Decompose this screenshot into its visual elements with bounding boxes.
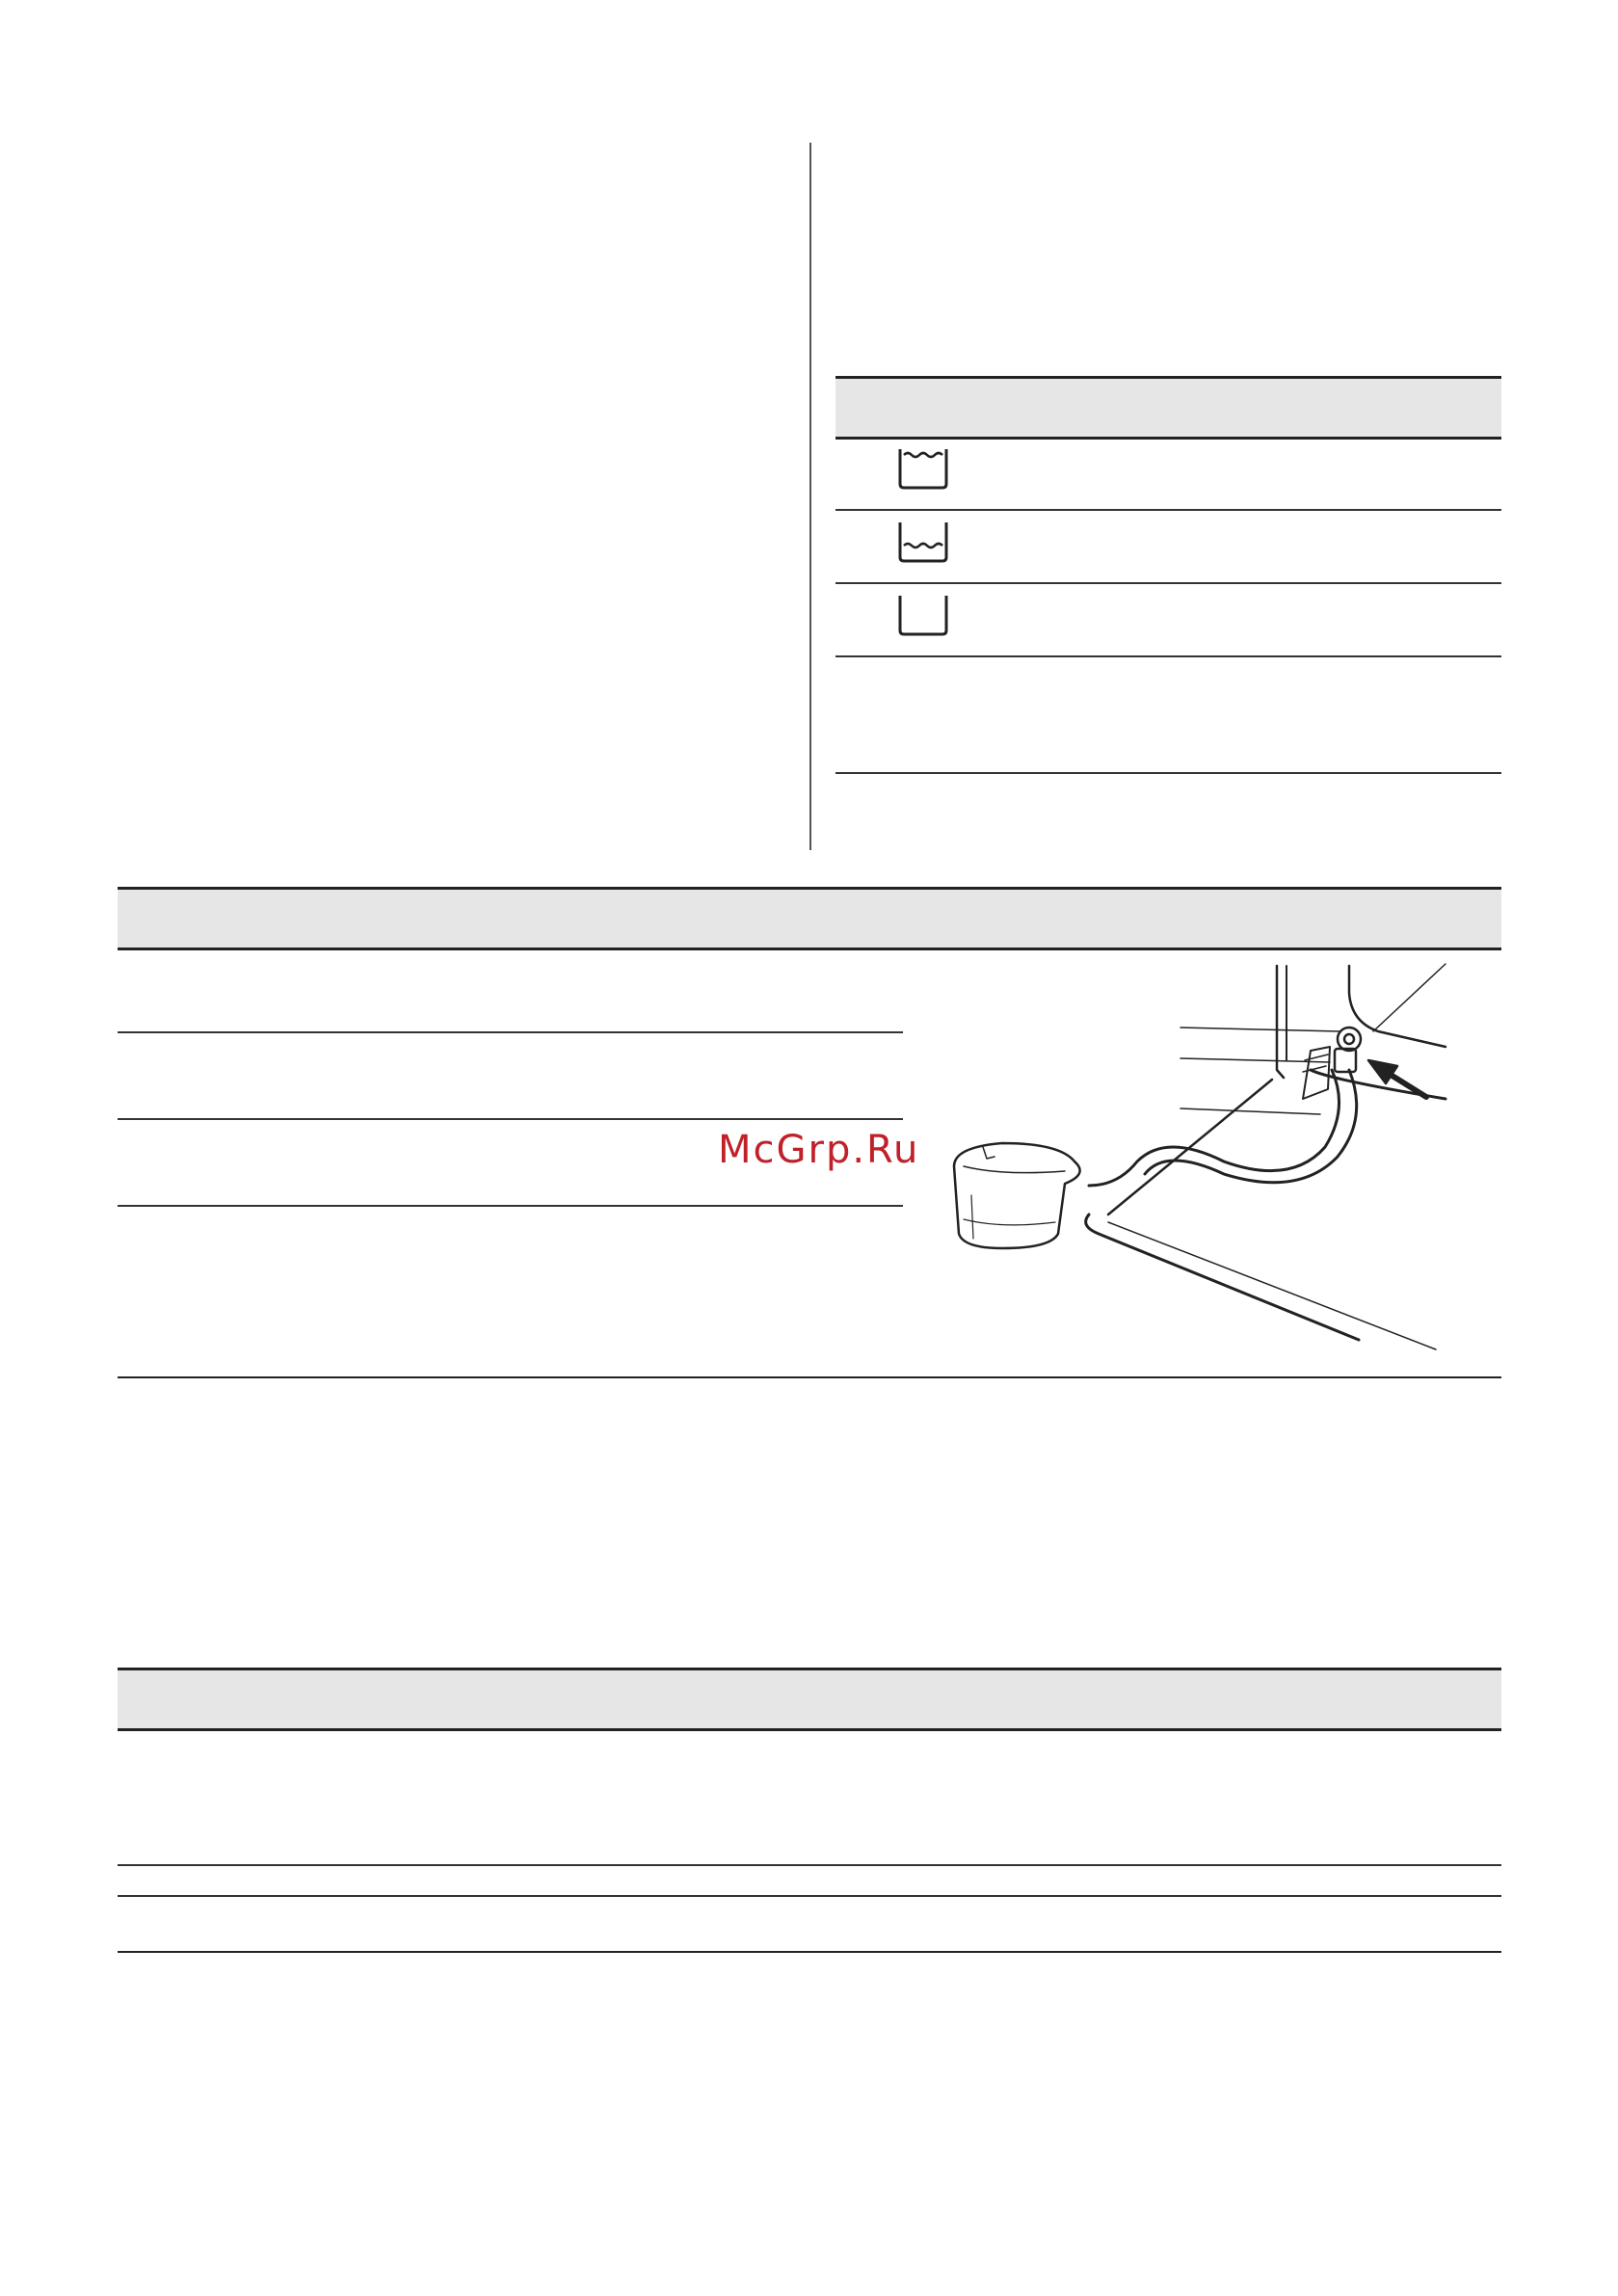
watermark: McGrp.Ru [718,1128,920,1172]
table-row-divider [118,1118,903,1120]
table-row-divider [118,1031,903,1033]
table-row-divider [836,582,1501,584]
section-header-band [118,1668,1501,1731]
table-bottom-rule [836,772,1501,774]
section-header-band [118,887,1501,950]
table-header-band [836,376,1501,440]
column-divider [809,143,811,850]
container-empty-icon [896,592,950,636]
table-row-divider [118,1895,1501,1897]
table-row-divider [118,1205,903,1207]
table-row-divider [836,509,1501,511]
container-full-icon [896,445,950,490]
container-half-icon [896,519,950,563]
drain-hose-diagram [944,954,1494,1369]
table-row-divider [836,655,1501,657]
table-bottom-rule [118,1951,1501,1953]
table-row-divider [118,1864,1501,1866]
table-bottom-rule [118,1376,1501,1378]
